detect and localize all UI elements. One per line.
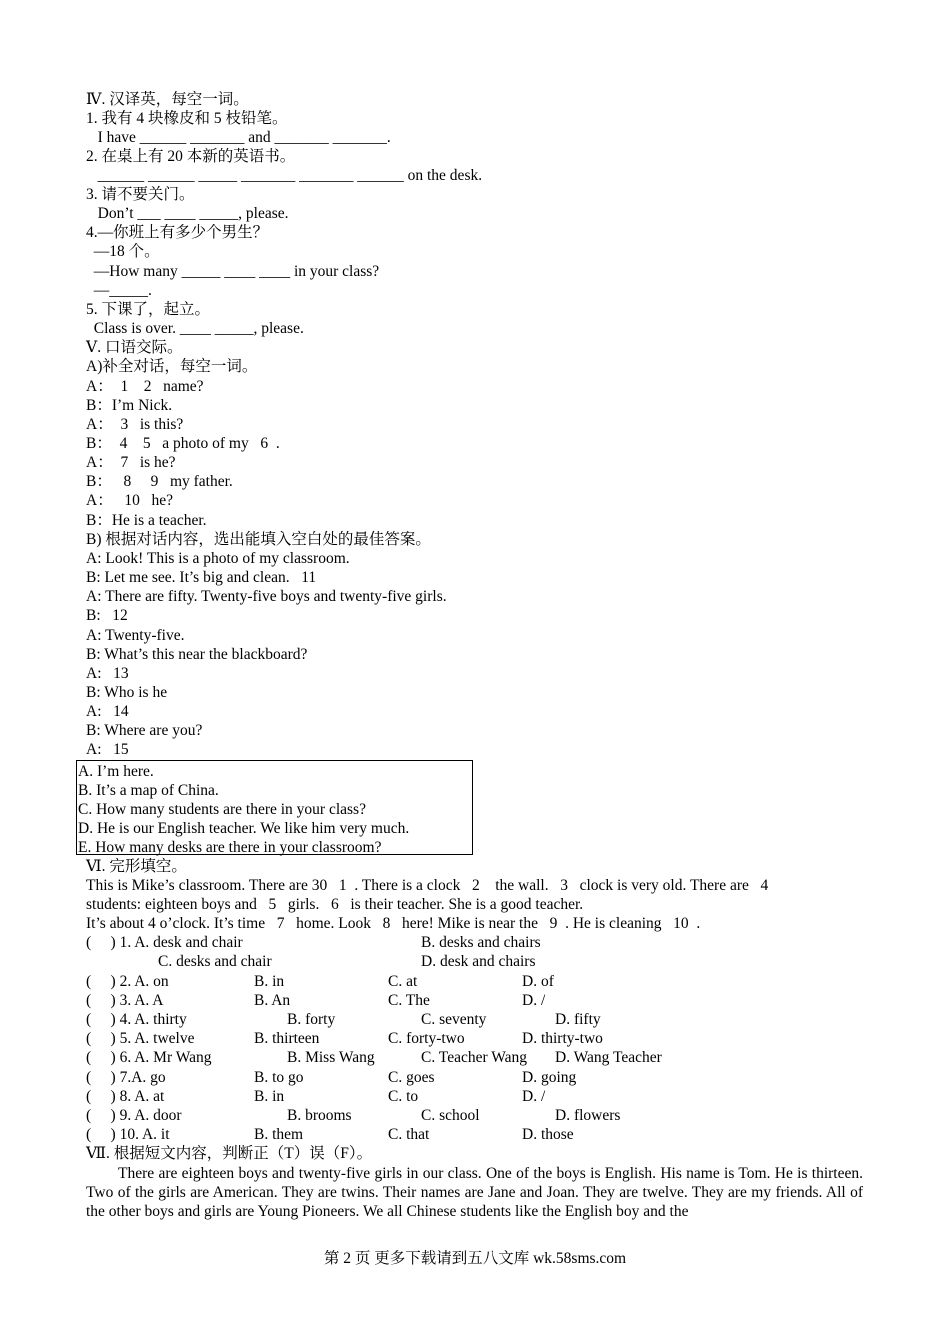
option-b: B. in xyxy=(254,973,285,990)
option-c: C. desks and chair xyxy=(158,953,272,970)
s4-line: ______ ______ _____ _______ _______ ______ on the desk. xyxy=(86,167,483,184)
question-stem: ( ) 8. A. at xyxy=(86,1088,165,1105)
passage-line: It’s about 4 o’clock. It’s time 7 home. Look 8 here! Mike is near the 9 . He is cleaning 10 . xyxy=(86,915,701,932)
dialog-line: B: Who is he xyxy=(86,684,168,701)
question-row xyxy=(86,933,866,952)
option-item: B. It’s a map of China. xyxy=(78,782,219,799)
question-stem: ( ) 9. A. door xyxy=(86,1107,182,1124)
dialog-line: A： 10 he? xyxy=(86,492,173,509)
option-d: D. of xyxy=(522,973,554,990)
question-row xyxy=(86,972,866,991)
section-6-title: Ⅵ. 完形填空。 xyxy=(86,858,187,875)
options-box xyxy=(76,760,473,855)
dialog-line: B: Let me see. It’s big and clean. 11 xyxy=(86,569,324,586)
option-d: D. / xyxy=(522,1088,546,1105)
s4-line: 2. 在桌上有 20 本新的英语书。 xyxy=(86,148,296,165)
question-stem: ( ) 4. A. thirty xyxy=(86,1011,187,1028)
s4-line: I have ______ _______ and _______ _______. xyxy=(86,129,391,146)
option-d: D. desk and chairs xyxy=(421,953,536,970)
dialog-line: B: Where are you? xyxy=(86,722,203,739)
option-d: D. going xyxy=(522,1069,577,1086)
s5-parta-title: A)补全对话，每空一词。 xyxy=(86,358,258,375)
dialog-line: A： 7 is he? xyxy=(86,454,176,471)
option-b: B. them xyxy=(254,1126,304,1143)
option-item: A. I’m here. xyxy=(78,763,154,780)
option-item: C. How many students are there in your class? xyxy=(78,801,366,818)
option-d: D. thirty-two xyxy=(522,1030,603,1047)
question-stem: ( ) 5. A. twelve xyxy=(86,1030,195,1047)
dialog-line: A： 1 2 name? xyxy=(86,378,204,395)
option-c: C. Teacher Wang xyxy=(421,1049,527,1066)
option-c: C. to xyxy=(388,1088,419,1105)
option-c: C. at xyxy=(388,973,418,990)
option-d: D. flowers xyxy=(555,1107,621,1124)
option-c: C. The xyxy=(388,992,430,1009)
dialog-line: A： 3 is this? xyxy=(86,416,184,433)
question-stem: ( ) 2. A. on xyxy=(86,973,169,990)
question-stem: ( ) 10. A. it xyxy=(86,1126,170,1143)
s4-line: —_____. xyxy=(86,282,152,299)
s4-line: 3. 请不要关门。 xyxy=(86,186,195,203)
option-c: C. seventy xyxy=(421,1011,487,1028)
dialog-line: B： 4 5 a photo of my 6 . xyxy=(86,435,280,452)
section-5-title: Ⅴ. 口语交际。 xyxy=(86,339,183,356)
question-row xyxy=(86,1068,866,1087)
dialog-line: A: There are fifty. Twenty-five boys and twenty-five girls. xyxy=(86,588,447,605)
option-b: B. forty xyxy=(287,1011,336,1028)
option-c: C. forty-two xyxy=(388,1030,465,1047)
question-row xyxy=(86,1010,866,1029)
s4-line: —18 个。 xyxy=(86,243,160,260)
option-d: D. those xyxy=(522,1126,574,1143)
section-7-title: Ⅶ. 根据短文内容，判断正（T）误（F）。 xyxy=(86,1145,373,1162)
s4-line: Don’t ___ ____ _____, please. xyxy=(86,205,289,222)
dialog-line: A: Twenty-five. xyxy=(86,627,185,644)
dialog-line: B: 12 xyxy=(86,607,136,624)
option-c: C. that xyxy=(388,1126,430,1143)
question-stem: ( ) 1. A. desk and chair xyxy=(86,934,243,951)
section-4-title: Ⅳ. 汉译英，每空一词。 xyxy=(86,91,249,108)
option-d: D. fifty xyxy=(555,1011,601,1028)
option-b: B. thirteen xyxy=(254,1030,320,1047)
dialog-line: B: What’s this near the blackboard? xyxy=(86,646,308,663)
option-c: C. goes xyxy=(388,1069,435,1086)
option-b: B. Miss Wang xyxy=(287,1049,375,1066)
option-d: D. / xyxy=(522,992,546,1009)
question-stem: ( ) 7.A. go xyxy=(86,1069,166,1086)
s4-line: 5. 下课了，起立。 xyxy=(86,301,211,318)
question-row xyxy=(86,1087,866,1106)
s4-line: 4.—你班上有多少个男生？ xyxy=(86,224,269,241)
option-d: D. Wang Teacher xyxy=(555,1049,662,1066)
dialog-line: B：He is a teacher. xyxy=(86,512,207,529)
option-c: C. school xyxy=(421,1107,480,1124)
s4-line: Class is over. ____ _____, please. xyxy=(86,320,304,337)
question-stem: ( ) 6. A. Mr Wang xyxy=(86,1049,212,1066)
dialog-line: B： 8 9 my father. xyxy=(86,473,233,490)
dialog-line: A: Look! This is a photo of my classroom. xyxy=(86,550,350,567)
question-stem: ( ) 3. A. A xyxy=(86,992,164,1009)
reading-paragraph: There are eighteen boys and twenty-five girls in our class. One of the boys is English. His name is Tom. He is thirteen. Two of the girls are American. They are twins. Their names are Jane and Joan. They are twelve. They are my friends. All of the other boys and girls are Young Pioneers. We all Chinese students like the English boy and the xyxy=(86,1165,863,1220)
s4-line: —How many _____ ____ ____ in your class? xyxy=(86,263,380,280)
option-b: B. in xyxy=(254,1088,285,1105)
question-row xyxy=(86,1106,866,1125)
s5-partb-title: B) 根据对话内容，选出能填入空白处的最佳答案。 xyxy=(86,531,431,548)
option-b: B. brooms xyxy=(287,1107,352,1124)
option-b: B. to go xyxy=(254,1069,304,1086)
option-item: E. How many desks are there in your classroom? xyxy=(78,839,382,856)
question-row xyxy=(86,1125,866,1144)
passage-line: This is Mike’s classroom. There are 30 1 . There is a clock 2 the wall. 3 clock is very old. There are 4 xyxy=(86,877,769,894)
question-row xyxy=(86,1029,866,1048)
dialog-line: A: 15 xyxy=(86,741,137,758)
page-footer: 第 2 页 更多下载请到五八文库 wk.58sms.com xyxy=(323,1250,627,1267)
option-item: D. He is our English teacher. We like him very much. xyxy=(78,820,410,837)
option-b: B. desks and chairs xyxy=(421,934,541,951)
dialog-line: A: 14 xyxy=(86,703,137,720)
s4-line: 1. 我有 4 块橡皮和 5 枝铅笔。 xyxy=(86,110,288,127)
passage-line: students: eighteen boys and 5 girls. 6 is their teacher. She is a good teacher. xyxy=(86,896,584,913)
question-row xyxy=(86,952,866,971)
question-row xyxy=(86,991,866,1010)
dialog-line: B：I’m Nick. xyxy=(86,397,173,414)
question-row xyxy=(86,1048,866,1067)
dialog-line: A: 13 xyxy=(86,665,137,682)
option-b: B. An xyxy=(254,992,291,1009)
